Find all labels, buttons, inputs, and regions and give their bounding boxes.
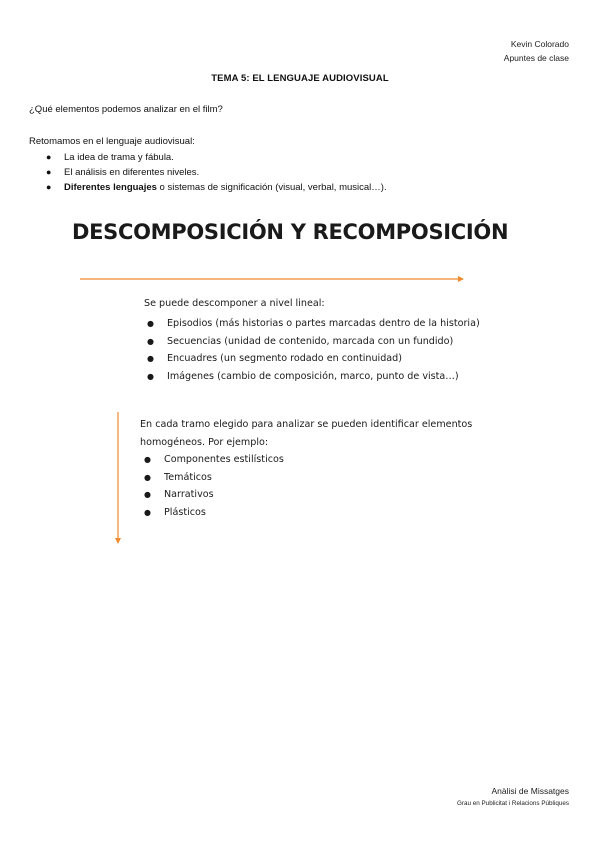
bullet-icon: ● — [147, 319, 154, 328]
linear-item-text — [147, 353, 402, 364]
linear-item-text — [147, 371, 459, 382]
linear-item-text — [147, 318, 480, 329]
tramo-paragraph — [140, 416, 500, 452]
intro-text: Retomamos en el lenguaje audiovisual: — [29, 136, 195, 147]
linear-item-detail: (cambio de composición, marco, punto de vista…) — [214, 370, 459, 382]
list-item — [144, 504, 284, 522]
tramo-list — [144, 451, 284, 521]
linear-item-label: Secuencias — [167, 335, 222, 347]
bullet-icon: ● — [144, 472, 151, 482]
list-item — [147, 350, 480, 368]
footer-course: Anàlisi de Missatges — [491, 786, 569, 796]
linear-item-label: Imágenes — [167, 370, 215, 382]
bullet-text: La idea de trama y fábula. — [64, 152, 174, 163]
bullet-icon: ● — [144, 507, 151, 517]
linear-item-detail: (unidad de contenido, marcada con un fundido) — [221, 335, 454, 347]
footer-degree: Grau en Publicitat i Relacions Públiques — [456, 800, 569, 807]
linear-intro: Se puede descomponer a nivel lineal: — [144, 298, 325, 309]
bullet-text: El análisis en diferentes niveles. — [64, 167, 200, 178]
tramo-item-text: Plásticos — [164, 506, 206, 518]
linear-item-label: Episodios — [167, 318, 213, 329]
list-item — [144, 469, 284, 487]
linear-item-detail: (un segmento rodado en continuidad) — [217, 353, 403, 364]
question-text: ¿Qué elementos podemos analizar en el film? — [29, 104, 223, 115]
list-item — [144, 451, 284, 469]
tramo-item-text: Componentes estilísticos — [164, 454, 284, 465]
tramo-line-2: homogéneos. Por ejemplo: — [140, 437, 269, 448]
document-title: TEMA 5: EL LENGUAJE AUDIOVISUAL — [211, 73, 389, 84]
tramo-line-1: En cada tramo elegido para analizar se pueden identificar elementos — [140, 419, 473, 430]
list-item — [147, 368, 480, 386]
bullet-bold-text: Diferentes lenguajes — [64, 182, 157, 193]
linear-list — [147, 315, 480, 385]
bullet-icon: ● — [147, 371, 154, 381]
bullet-icon: ● — [144, 455, 151, 464]
list-item — [144, 486, 284, 504]
linear-item-detail: (más historias o partes marcadas dentro de la historia) — [212, 318, 480, 329]
vertical-arrow-icon — [115, 412, 121, 544]
bullet-icon: ● — [147, 336, 154, 346]
linear-item-text — [147, 336, 453, 347]
bullet-icon: ● — [144, 490, 151, 499]
list-item — [147, 315, 480, 333]
bullet-icon: ● — [46, 167, 52, 177]
bullet-text: o sistemas de significación (visual, verbal, musical…). — [156, 182, 387, 193]
bullet-icon: ● — [147, 354, 154, 363]
bullet-icon: ● — [46, 182, 52, 192]
slide-title: DESCOMPOSICIÓN Y RECOMPOSICIÓN — [72, 220, 509, 244]
tramo-item-text: Narrativos — [164, 489, 214, 500]
horizontal-arrow-icon — [80, 276, 464, 282]
list-item — [147, 333, 480, 351]
linear-item-label: Encuadres — [167, 353, 218, 364]
author-name: Kevin Colorado — [510, 39, 569, 49]
tramo-item-text: Temáticos — [164, 471, 212, 483]
header-subtitle: Apuntes de clase — [503, 53, 569, 63]
bullet-icon: ● — [46, 152, 52, 162]
